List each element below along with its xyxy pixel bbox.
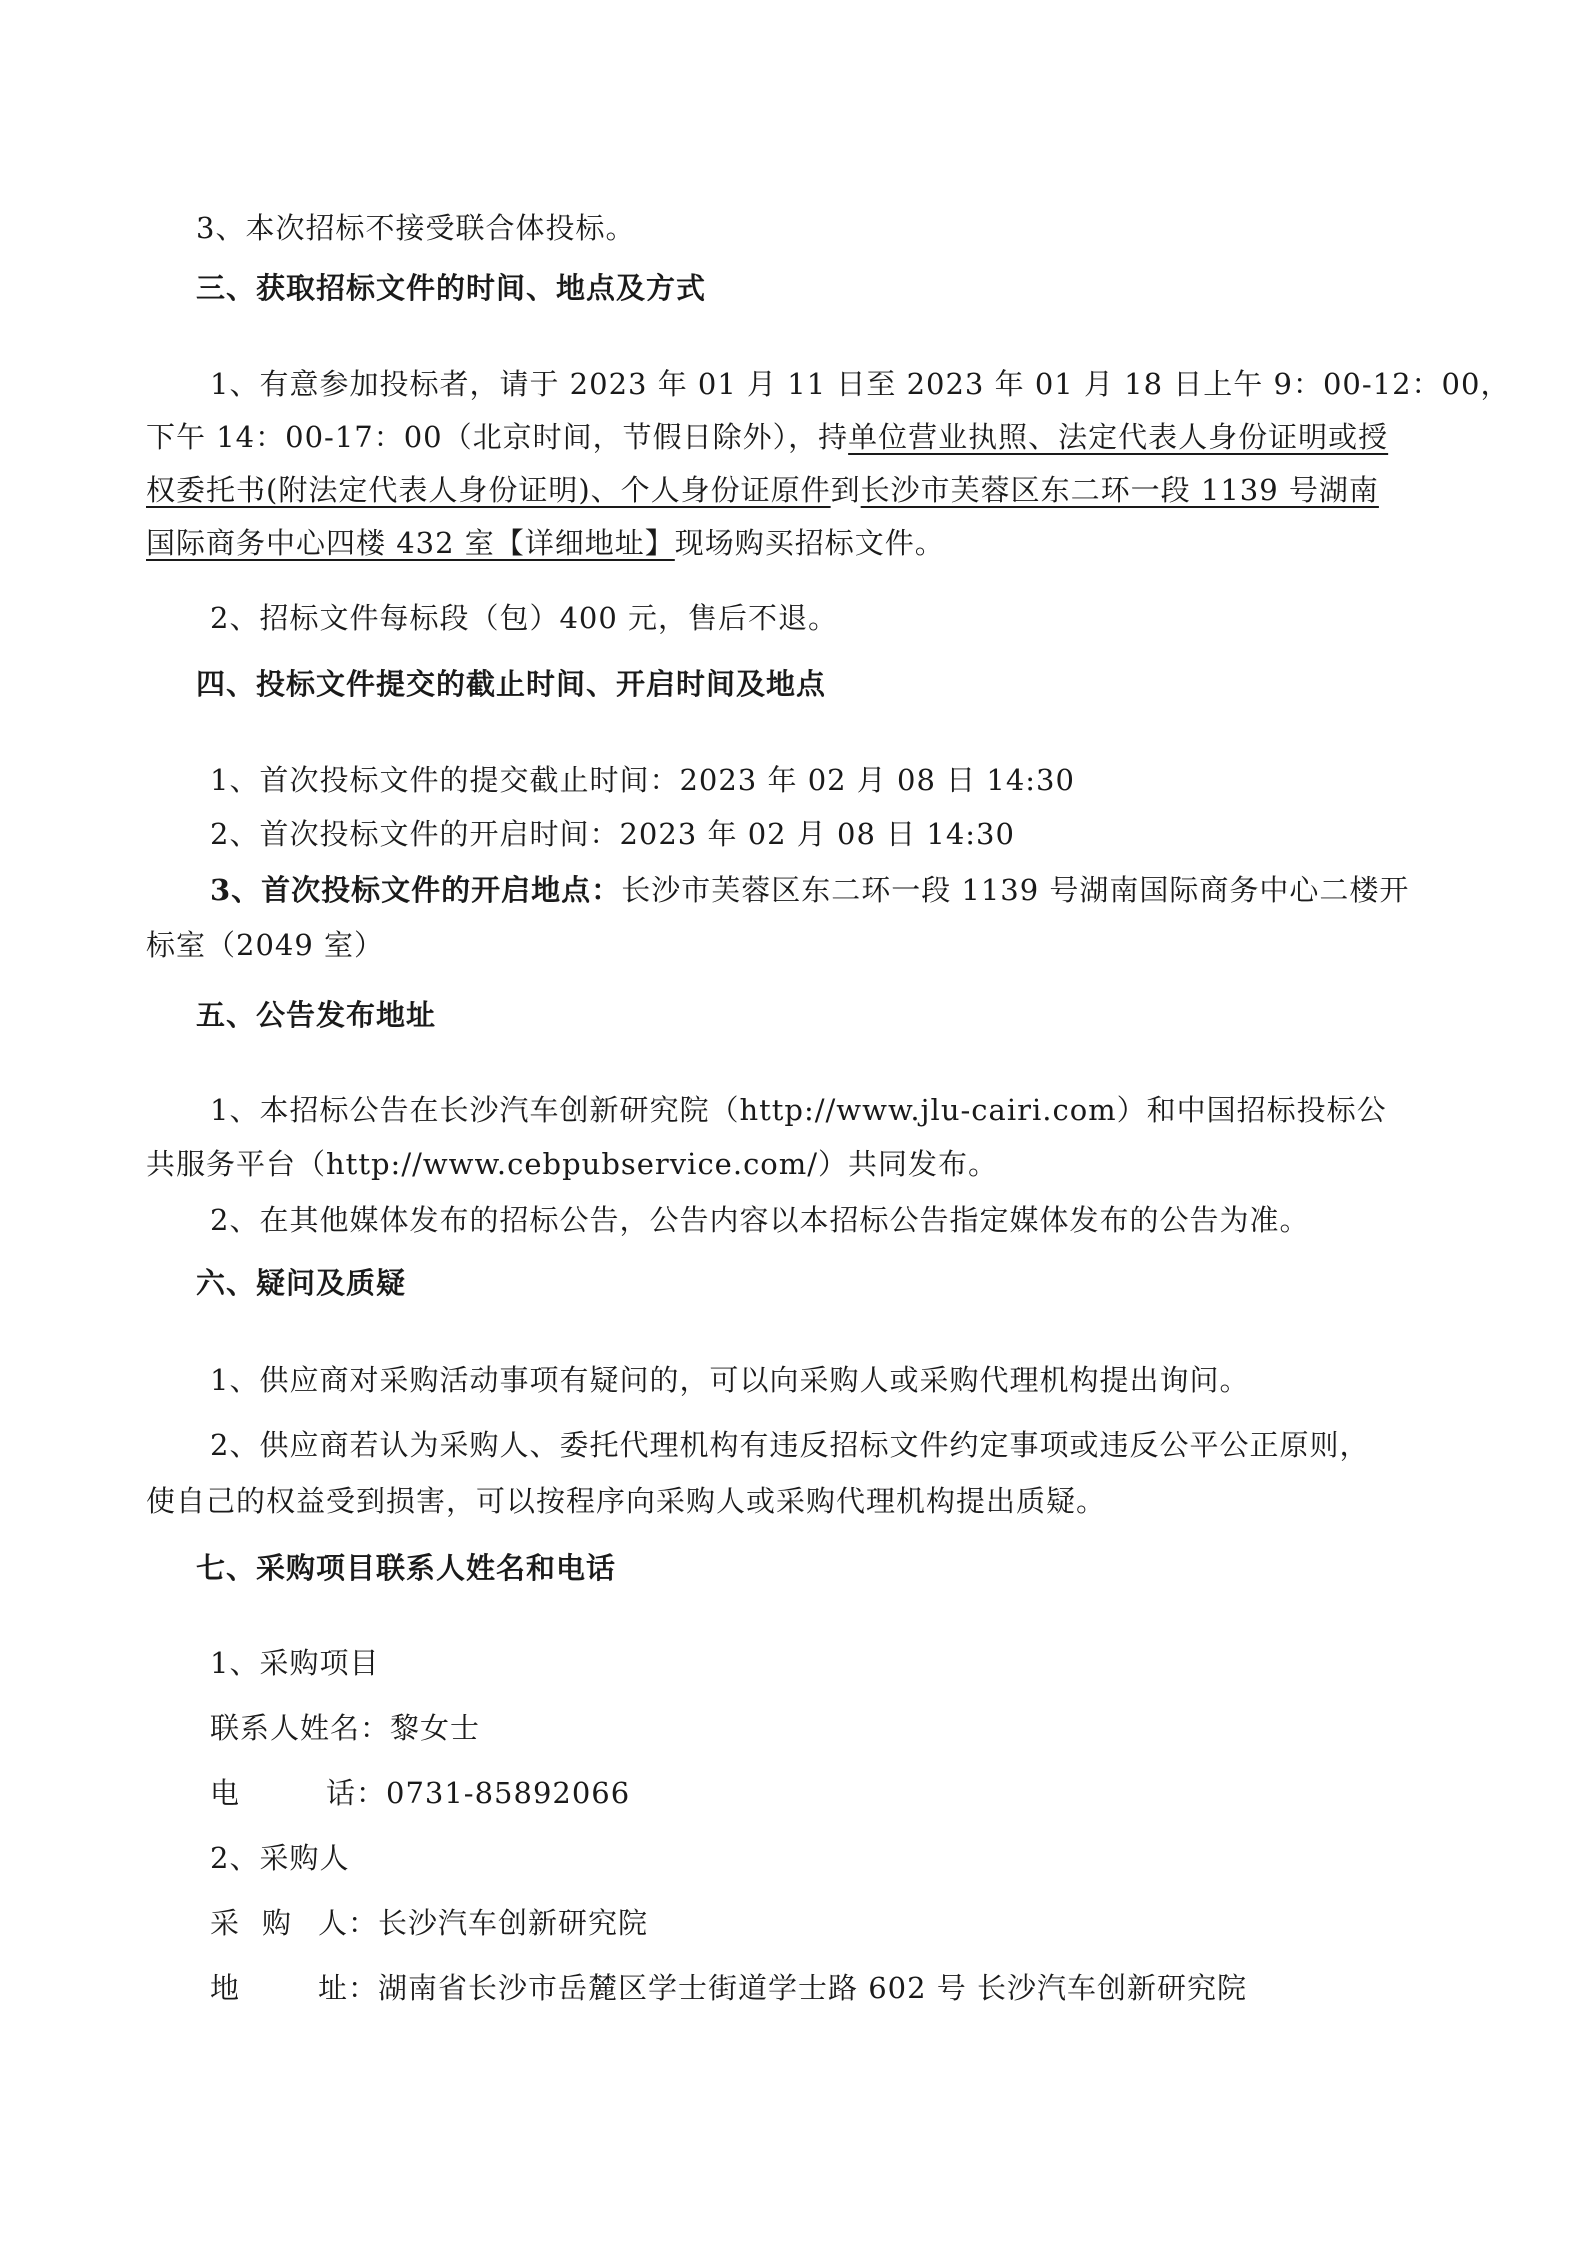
address-label-rest: 址：湖南省长沙市岳麓区学士街道学士路 602 号 长沙汽车创新研究院 [318, 1971, 1248, 2005]
sec4-p3 [210, 870, 1510, 910]
sec6-p1: 1、供应商对采购活动事项有疑问的，可以向采购人或采购代理机构提出询问。 [210, 1363, 1250, 1397]
required-documents-underlined-2: 权委托书(附法定代表人身份证明)、个人身份证原件 [146, 473, 831, 507]
phone-label-char1: 电 [210, 1776, 241, 1810]
sec4-p1: 1、首次投标文件的提交截止时间：2023 年 02 月 08 日 14:30 [210, 763, 1075, 797]
sec6-p2-line1: 2、供应商若认为采购人、委托代理机构有违反招标文件约定事项或违反公平公正原则， [210, 1428, 1370, 1462]
section-7-heading: 七、采购项目联系人姓名和电话 [196, 1551, 617, 1585]
purchase-address-underlined-2: 国际商务中心四楼 432 室【详细地址】 [146, 526, 675, 560]
item-no-consortium: 3、本次招标不接受联合体投标。 [196, 211, 636, 245]
sec3-p1-line2 [146, 417, 1446, 457]
buyer-label-rest: 人：长沙汽车创新研究院 [318, 1906, 649, 1940]
sec7-p1: 1、采购项目 [210, 1646, 380, 1680]
sec5-p1-line1: 1、本招标公告在长沙汽车创新研究院（http://www.jlu-cairi.com）和中国招标投标公 [210, 1093, 1387, 1127]
sec4-p3-value: 长沙市芙蓉区东二环一段 1139 号湖南国际商务中心二楼开 [621, 873, 1410, 907]
buyer-label-char2: 购 [262, 1906, 293, 1940]
sec4-p3-cont: 标室（2049 室） [146, 928, 385, 962]
sec3-p1-line4-text: 现场购买招标文件。 [674, 526, 945, 560]
sec4-p3-label: 3、首次投标文件的开启地点： [210, 873, 622, 907]
sec3-p1-line3 [146, 470, 1446, 510]
section-5-heading: 五、公告发布地址 [196, 998, 437, 1032]
sec3-p1-line4 [146, 523, 1446, 563]
sec5-p1-line2: 共服务平台（http://www.cebpubservice.com/）共同发布。 [146, 1147, 999, 1181]
sec6-p2-line2: 使自己的权益受到损害，可以按程序向采购人或采购代理机构提出质疑。 [146, 1484, 1107, 1518]
sec3-p1-line2-text: 下午 14：00-17：00（北京时间，节假日除外），持 [146, 420, 849, 454]
section-6-heading: 六、疑问及质疑 [196, 1266, 407, 1300]
buyer-label-char1: 采 [210, 1906, 241, 1940]
contact-name: 联系人姓名：黎女士 [210, 1711, 481, 1745]
contact-phone [210, 1773, 1510, 1813]
sec7-p2: 2、采购人 [210, 1841, 350, 1875]
section-4-heading: 四、投标文件提交的截止时间、开启时间及地点 [196, 667, 827, 701]
address-label-char1: 地 [210, 1971, 241, 2005]
buyer-address [210, 1968, 1510, 2008]
sec4-p2: 2、首次投标文件的开启时间：2023 年 02 月 08 日 14:30 [210, 817, 1015, 851]
phone-label-rest: 话：0731-85892066 [326, 1776, 631, 1810]
sec3-p1-line1: 1、有意参加投标者，请于 2023 年 01 月 11 日至 2023 年 01 月 18 日上午 9：00-12：00， [210, 367, 1511, 401]
sec5-p2: 2、在其他媒体发布的招标公告，公告内容以本招标公告指定媒体发布的公告为准。 [210, 1203, 1310, 1237]
buyer-name [210, 1903, 1510, 1943]
purchase-address-underlined: 长沙市芙蓉区东二环一段 1139 号湖南 [860, 473, 1379, 507]
sec3-p2: 2、招标文件每标段（包）400 元，售后不退。 [210, 601, 839, 635]
section-3-heading: 三、获取招标文件的时间、地点及方式 [196, 271, 707, 305]
required-documents-underlined: 单位营业执照、法定代表人身份证明或授 [848, 420, 1389, 454]
sec3-p1-to: 到 [830, 473, 861, 507]
